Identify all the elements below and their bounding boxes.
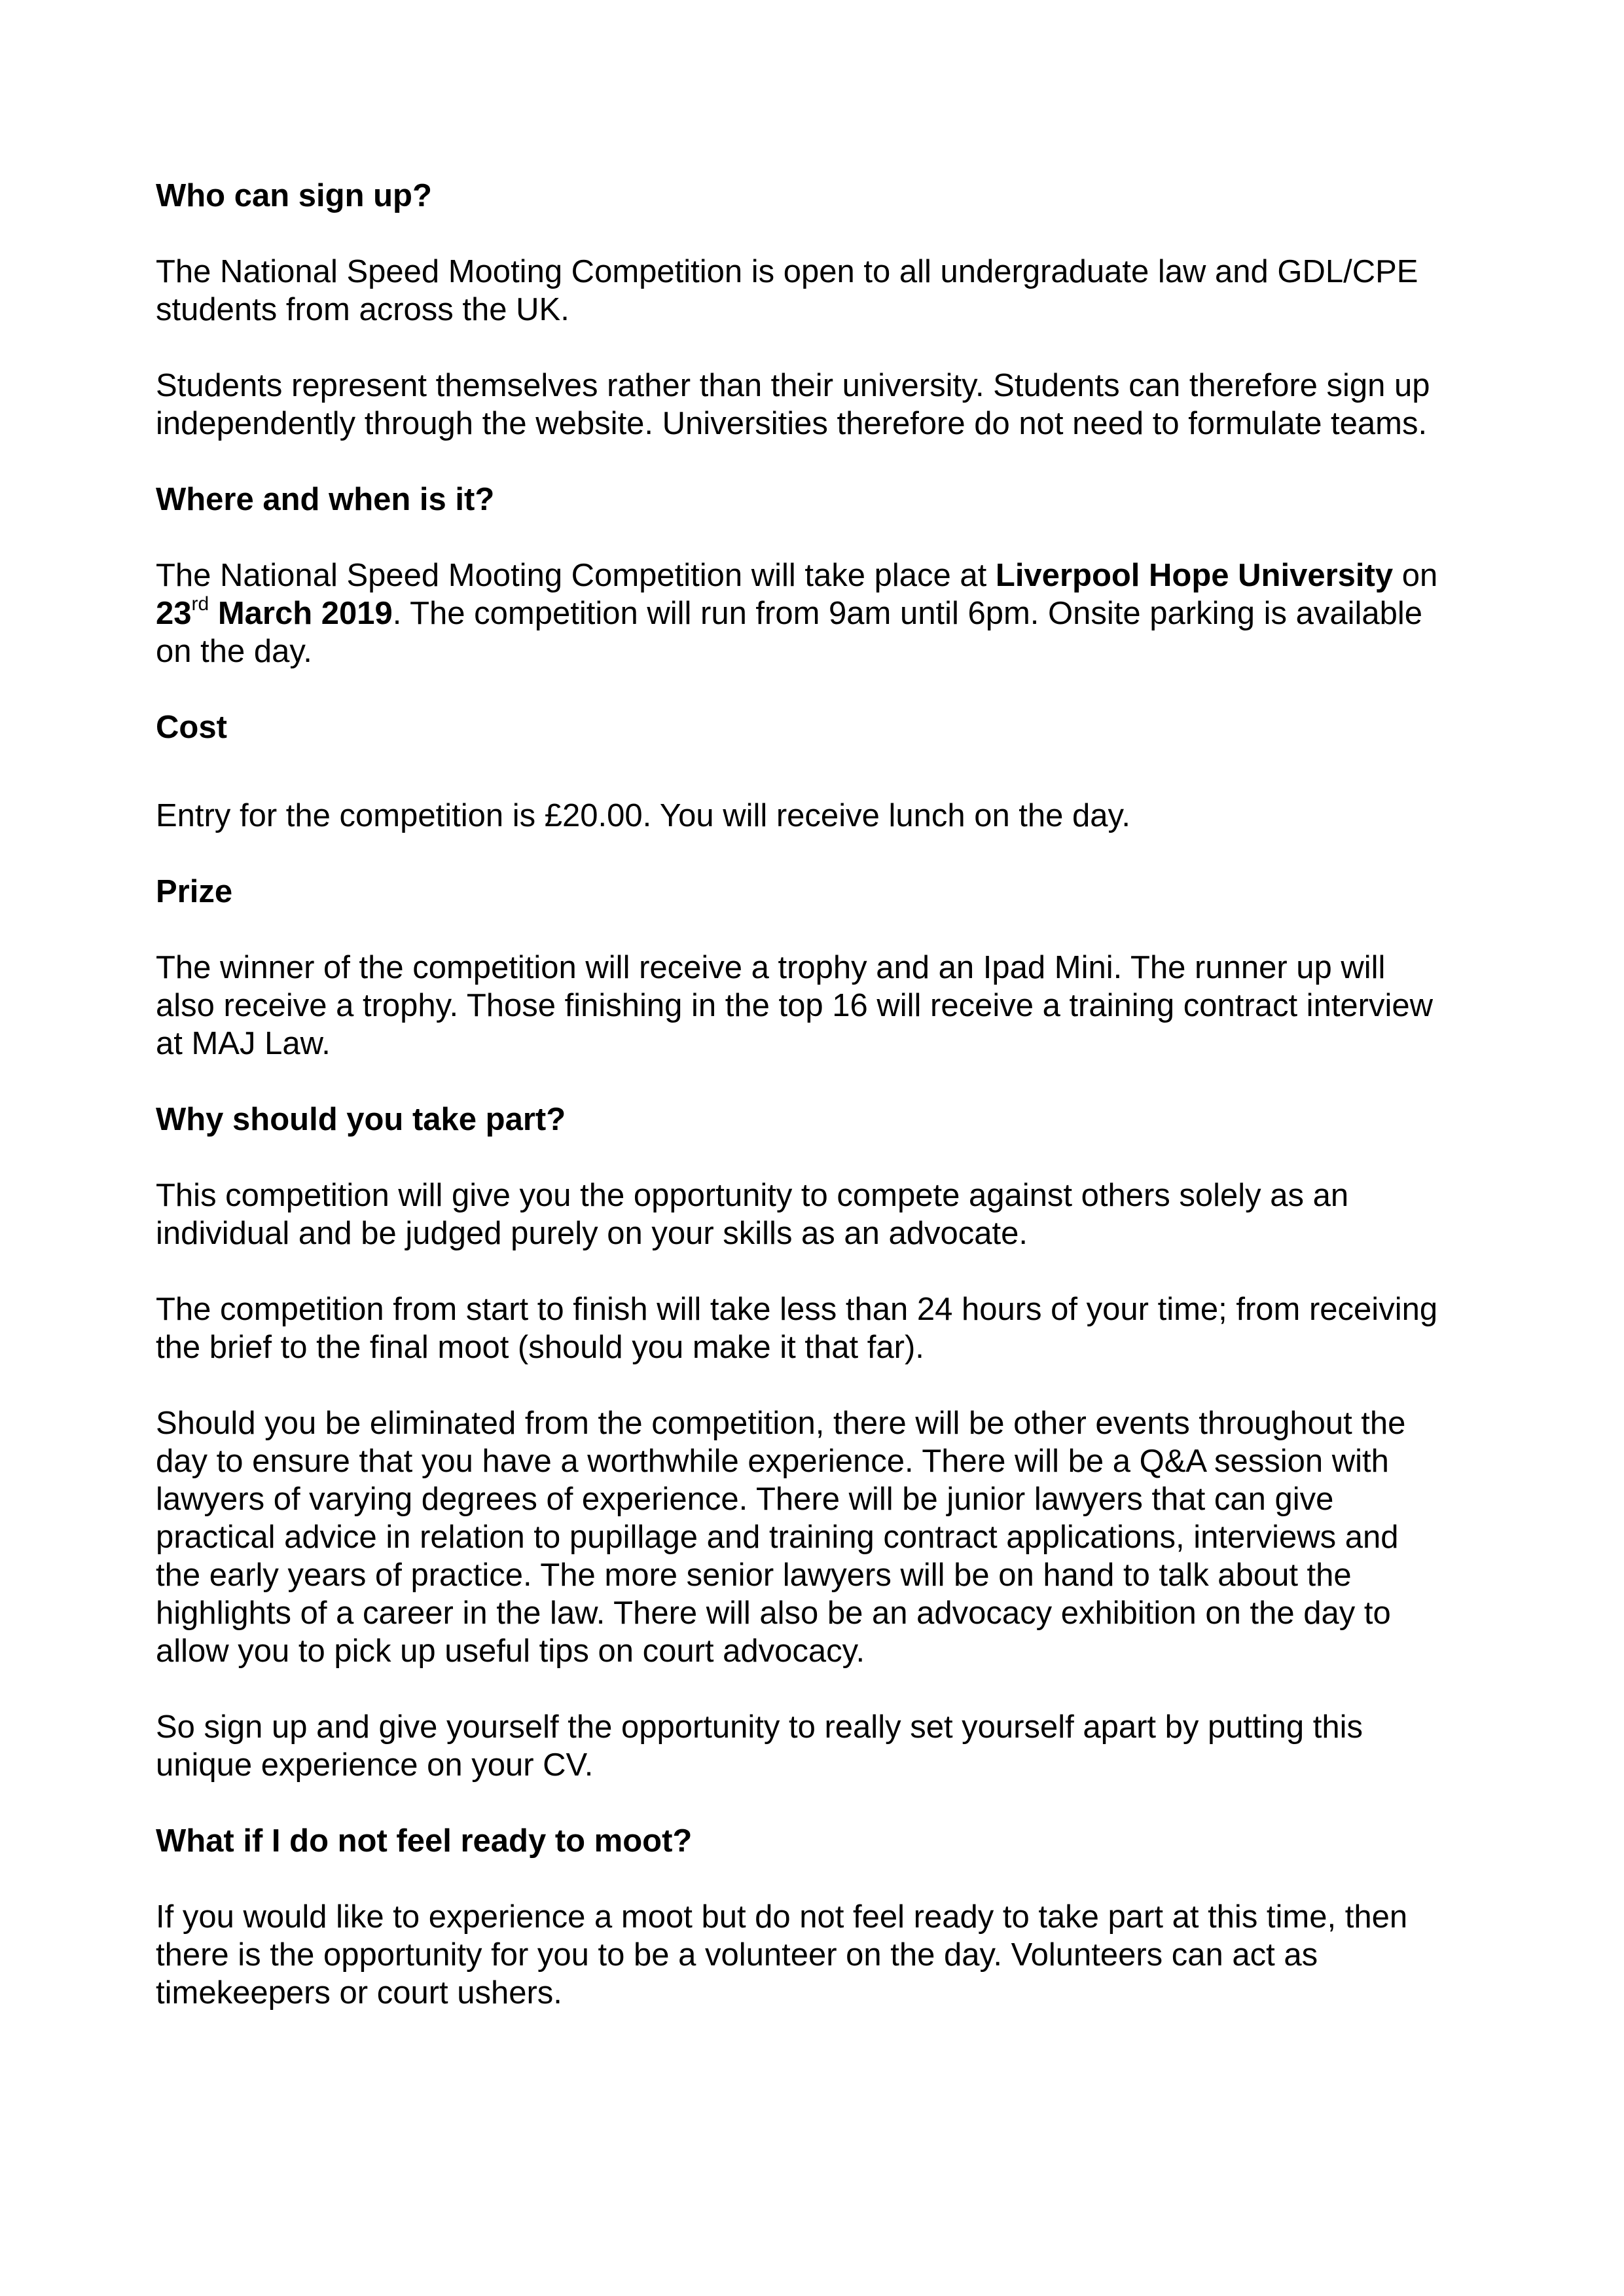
paragraph-eligibility	[156, 253, 1491, 329]
text-line: The competition from start to finish will take less than 24 hours of your time; from receiving	[156, 1292, 1438, 1327]
event-month-year: March 2019	[209, 596, 393, 631]
text-line: independently through the website. Universities therefore do not need to formulate teams.	[156, 406, 1428, 441]
text-line: practical advice in relation to pupillage and training contract applications, interviews and	[156, 1520, 1399, 1555]
text-line: students from across the UK.	[156, 292, 569, 327]
text-line: individual and be judged purely on your skills as an advocate.	[156, 1216, 1028, 1251]
paragraph-sign-up-cta	[156, 1708, 1491, 1784]
text-line: at MAJ Law.	[156, 1026, 331, 1061]
text-line: If you would like to experience a moot but do not feel ready to take part at this time, then	[156, 1899, 1408, 1935]
text-line: on the day.	[156, 634, 312, 669]
venue-intro-text: The National Speed Mooting Competition will take place at	[156, 558, 996, 593]
text-line	[156, 594, 1491, 632]
paragraph-cost	[156, 797, 1491, 835]
text-line: unique experience on your CV.	[156, 1747, 594, 1783]
paragraph-volunteer	[156, 1898, 1491, 2012]
text-line: there is the opportunity for you to be a volunteer on the day. Volunteers can act as	[156, 1937, 1318, 1973]
text-line: highlights of a career in the law. There will also be an advocacy exhibition on the day to	[156, 1595, 1391, 1631]
text-line: This competition will give you the opportunity to compete against others solely as an	[156, 1178, 1349, 1213]
paragraph-other-events	[156, 1404, 1491, 1670]
heading-prize: Prize	[156, 874, 233, 909]
text-line: The National Speed Mooting Competition is open to all undergraduate law and GDL/CPE	[156, 254, 1418, 289]
paragraph-prize	[156, 949, 1491, 1063]
text-line: The winner of the competition will receive a trophy and an Ipad Mini. The runner up will	[156, 950, 1386, 985]
text-line: Students represent themselves rather than their university. Students can therefore sign up	[156, 368, 1430, 403]
paragraph-time-commitment	[156, 1290, 1491, 1366]
heading-where-and-when: Where and when is it?	[156, 482, 495, 517]
text-line: also receive a trophy. Those finishing in the top 16 will receive a training contract interview	[156, 988, 1434, 1023]
text-line: Should you be eliminated from the competition, there will be other events throughout the	[156, 1406, 1406, 1441]
text-line: the early years of practice. The more senior lawyers will be on hand to talk about the	[156, 1558, 1352, 1593]
event-times-text: . The competition will run from 9am until 6pm. Onsite parking is available	[392, 596, 1423, 631]
event-day-suffix: rd	[191, 592, 209, 615]
paragraph-independent-signup	[156, 367, 1491, 443]
heading-who-can-sign-up: Who can sign up?	[156, 178, 432, 213]
heading-not-ready: What if I do not feel ready to moot?	[156, 1823, 693, 1859]
paragraph-opportunity	[156, 1176, 1491, 1252]
event-day: 23	[156, 596, 192, 631]
text-line	[156, 556, 1491, 594]
text-line: the brief to the final moot (should you make it that far).	[156, 1330, 924, 1365]
paragraph-venue-date	[156, 556, 1491, 670]
venue-name: Liverpool Hope University	[995, 558, 1394, 593]
text-line: Entry for the competition is £20.00. You will receive lunch on the day.	[156, 798, 1131, 833]
text-line: allow you to pick up useful tips on court advocacy.	[156, 1633, 865, 1669]
text-line: So sign up and give yourself the opportunity to really set yourself apart by putting this	[156, 1709, 1363, 1745]
document-body	[156, 177, 1491, 2050]
heading-cost: Cost	[156, 710, 227, 745]
text-line: timekeepers or court ushers.	[156, 1975, 562, 2011]
text-line: lawyers of varying degrees of experience. There will be junior lawyers that can give	[156, 1482, 1334, 1517]
heading-why-take-part: Why should you take part?	[156, 1102, 566, 1137]
text-line: day to ensure that you have a worthwhile experience. There will be a Q&A session with	[156, 1444, 1389, 1479]
venue-on-text: on	[1393, 558, 1438, 593]
